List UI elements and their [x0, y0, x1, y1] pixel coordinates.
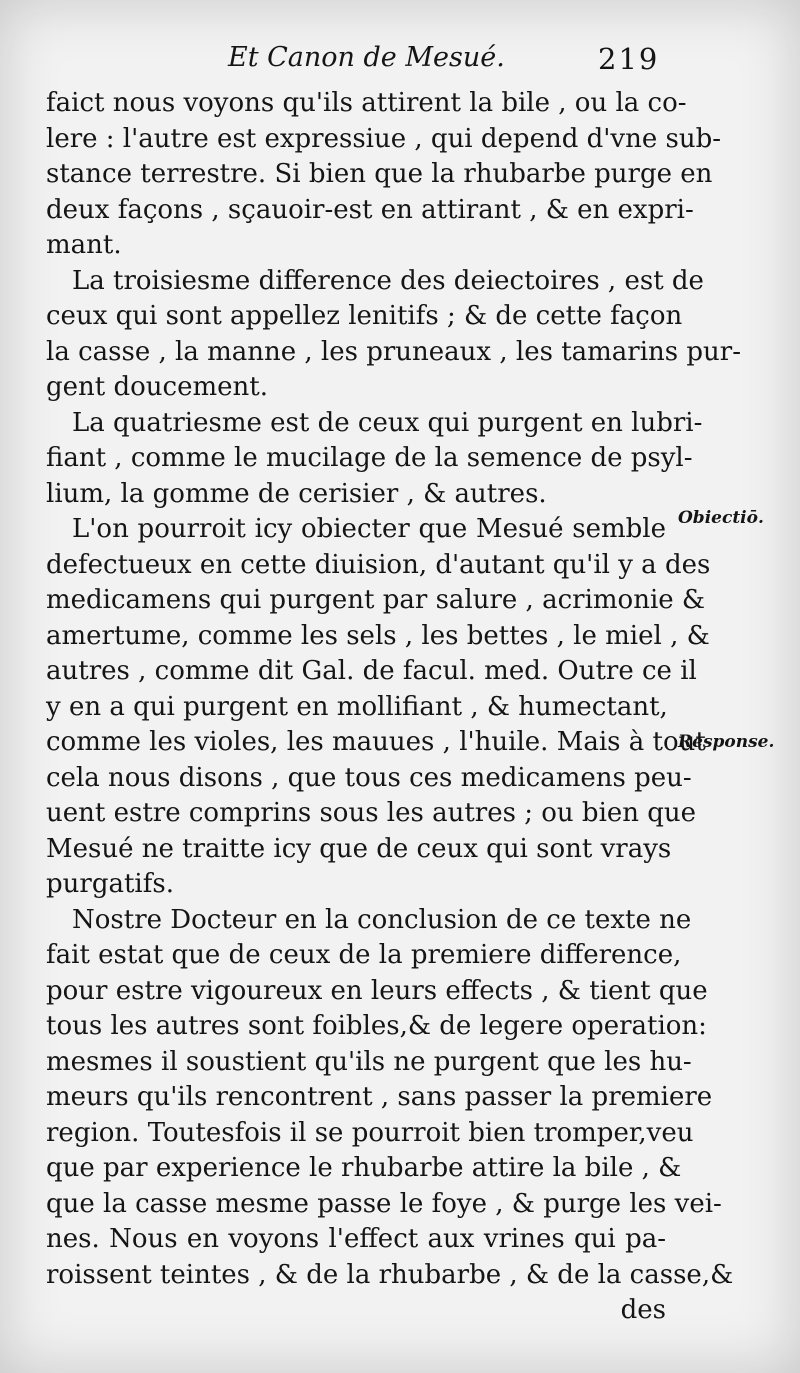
text-line: defectueux en cette diuision, d'autant qu'il y a des — [46, 549, 711, 580]
text-line: mant. — [46, 230, 122, 260]
text-line: gent doucement. — [46, 372, 268, 402]
text-line: Mesué ne traitte icy que de ceux qui sont vrays — [46, 833, 672, 864]
text-line: deux façons , sçauoir-est en attirant , & en expri- — [46, 194, 694, 225]
text-line: y en a qui purgent en mollifiant , & humectant, — [46, 691, 668, 722]
text-line: la casse , la manne , les pruneaux , les tamarins pur- — [46, 336, 741, 367]
text-line: lere : l'autre est expressiue , qui depend d'vne sub- — [46, 123, 721, 154]
margin-note-objection: Obiectiō. — [678, 508, 764, 528]
text-line: roissent teintes , & de la rhubarbe , & de la casse,& — [46, 1259, 734, 1290]
text-line: ceux qui sont appellez lenitifs ; & de cette façon — [46, 301, 683, 331]
text-line: tous les autres sont foibles,& de legere operation: — [46, 1011, 707, 1041]
page-header — [0, 42, 800, 82]
text-line: meurs qu'ils rencontrent , sans passer la premiere — [46, 1082, 713, 1112]
text-line: mesmes il soustient qu'ils ne purgent que les hu- — [46, 1046, 692, 1077]
text-line: uent estre comprins sous les autres ; ou bien que — [46, 798, 697, 828]
page-number: 219 — [598, 42, 660, 76]
text-line: L'on pourroit icy obiecter que Mesué semble — [72, 514, 666, 544]
text-line: Nostre Docteur en la conclusion de ce texte ne — [72, 904, 692, 935]
text-line: comme les violes, les mauues , l'huile. Mais à tout — [46, 727, 706, 757]
text-line: cela nous disons , que tous ces medicamens peu- — [46, 762, 692, 793]
text-line: que par experience le rhubarbe attire la bile , & — [46, 1153, 682, 1183]
text-line: amertume, comme les sels , les bettes , le miel , & — [46, 620, 710, 651]
text-line: fiant , comme le mucilage de la semence de psyl- — [46, 443, 693, 473]
text-line: region. Toutesfois il se pourroit bien tromper,veu — [46, 1117, 694, 1148]
text-line: La troisiesme difference des deiectoires , est de — [72, 265, 704, 296]
text-line: nes. Nous en voyons l'effect aux vrines qui pa- — [46, 1224, 666, 1254]
text-line: des — [620, 1295, 666, 1325]
text-line: purgatifs. — [46, 869, 174, 899]
text-line: que la casse mesme passe le foye , & purge les vei- — [46, 1188, 722, 1219]
margin-note-response: Response. — [678, 732, 775, 752]
text-line: lium, la gomme de cerisier , & autres. — [46, 478, 547, 509]
text-line: faict nous voyons qu'ils attirent la bile , ou la co- — [46, 88, 687, 118]
text-line: pour estre vigoureux en leurs effects , & tient que — [46, 975, 708, 1006]
text-line: stance terrestre. Si bien que la rhubarbe purge en — [46, 159, 713, 189]
text-line: La quatriesme est de ceux qui purgent en lubri- — [72, 407, 703, 438]
text-line: fait estat que de ceux de la premiere difference, — [46, 940, 682, 970]
running-title: Et Canon de Mesué. — [228, 42, 505, 73]
text-line: medicamens qui purgent par salure , acrimonie & — [46, 585, 706, 615]
text-line: autres , comme dit Gal. de facul. med. Outre ce il — [46, 656, 697, 686]
